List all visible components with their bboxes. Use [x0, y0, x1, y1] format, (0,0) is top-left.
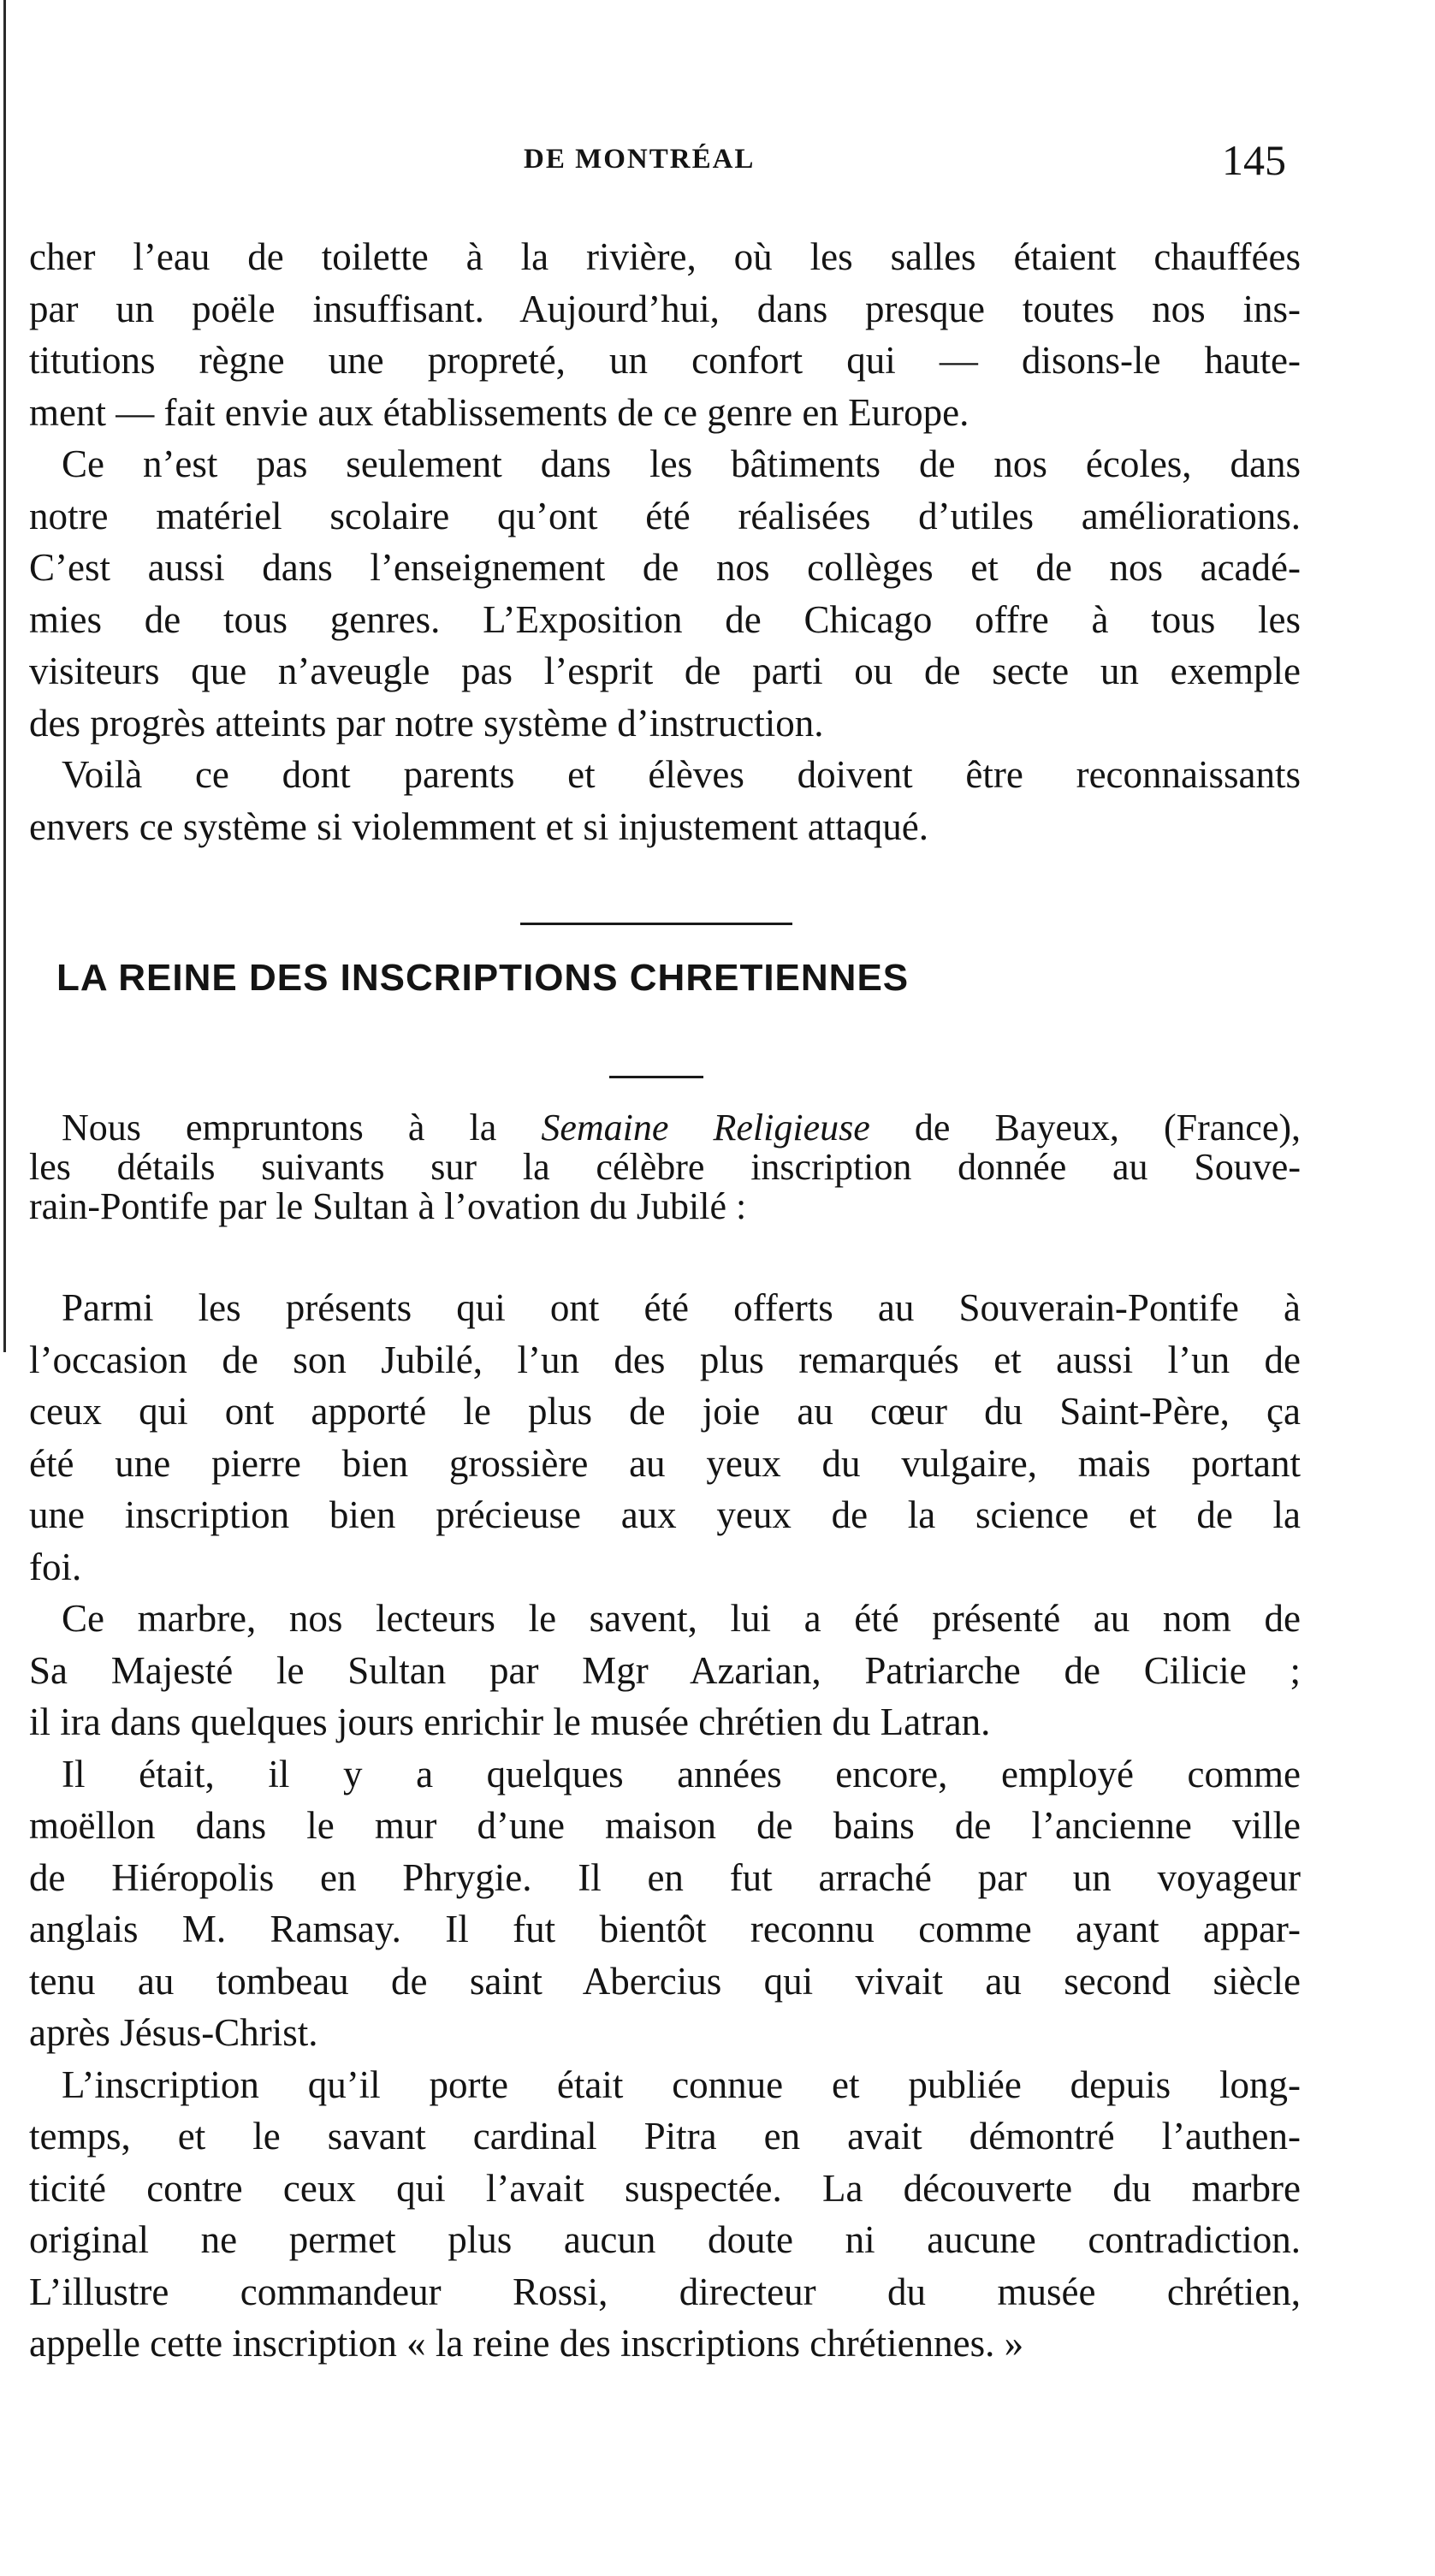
text-line: titutions règne une propreté, un confort qui — disons-le haute- [29, 339, 1301, 382]
text-line: L’illustre commandeur Rossi, directeur du musée chrétien, [29, 2270, 1301, 2313]
text-line: après Jésus-Christ. [29, 2011, 318, 2054]
intro-italic-title: Semaine Religieuse [541, 1107, 870, 1149]
text-line: envers ce système si violemment et si injustement attaqué. [29, 804, 928, 848]
text-line: temps, et le savant cardinal Pitra en avait démontré l’authen- [29, 2115, 1301, 2158]
text-line: de Hiéropolis en Phrygie. Il en fut arraché par un voyageur [29, 1855, 1301, 1899]
intro-text-before: Nous empruntons à la [62, 1107, 497, 1149]
article-title: LA REINE DES INSCRIPTIONS CHRETIENNES [56, 957, 910, 999]
text-line: visiteurs que n’aveugle pas l’esprit de parti ou de secte un exemple [29, 650, 1301, 692]
text-line: mies de tous genres. L’Exposition de Chicago offre à tous les [29, 597, 1301, 641]
article-body [29, 1282, 1301, 2370]
text-line: été une pierre bien grossière au yeux du vulgaire, mais portant [29, 1441, 1301, 1485]
text-line: foi. [29, 1545, 82, 1588]
text-line: appelle cette inscription « la reine des inscriptions chrétiennes. » [29, 2322, 1024, 2365]
intro-text-after: de Bayeux, (France), [914, 1107, 1302, 1149]
text-line: ment — fait envie aux établissements de ce genre en Europe. [29, 390, 970, 434]
section-divider [520, 923, 792, 925]
text-line: original ne permet plus aucun doute ni aucune contradiction. [29, 2218, 1301, 2261]
text-line: Ce marbre, nos lecteurs le savent, lui a été présenté au nom de [62, 1597, 1301, 1640]
text-line: par un poële insuffisant. Aujourd’hui, dans presque toutes nos ins- [29, 287, 1301, 330]
running-header: DE MONTRÉAL [524, 144, 756, 175]
page-edge-rule [3, 0, 6, 1352]
text-line: ceux qui ont apporté le plus de joie au cœur du Saint-Père, ça [29, 1390, 1301, 1433]
continued-text [29, 231, 1301, 852]
text-line: notre matériel scolaire qu’ont été réalisées d’utiles améliorations. [29, 494, 1301, 537]
text-line: rain-Pontife par le Sultan à l’ovation du Jubilé : [29, 1185, 747, 1227]
text-line: une inscription bien précieuse aux yeux de la science et de la [29, 1493, 1301, 1536]
intro-first-line [29, 1108, 1301, 1148]
text-line: anglais M. Ramsay. Il fut bientôt reconnu comme ayant appar- [29, 1908, 1301, 1950]
text-line: Ce n’est pas seulement dans les bâtiments de nos écoles, dans [62, 442, 1301, 485]
text-line: Voilà ce dont parents et élèves doivent être reconnaissants [62, 753, 1301, 796]
text-line: cher l’eau de toilette à la rivière, où les salles étaient chauffées [29, 235, 1301, 278]
text-line: l’occasion de son Jubilé, l’un des plus remarqués et aussi l’un de [29, 1338, 1301, 1381]
text-line: Parmi les présents qui ont été offerts au Souverain-Pontife à [62, 1286, 1301, 1329]
text-line: Il était, il y a quelques années encore, employé comme [62, 1752, 1301, 1795]
title-underline [609, 1076, 703, 1078]
text-line: les détails suivants sur la célèbre inscription donnée au Souve- [29, 1146, 1301, 1188]
text-line: L’inscription qu’il porte était connue et publiée depuis long- [62, 2063, 1301, 2106]
text-line: des progrès atteints par notre système d’instruction. [29, 701, 824, 745]
text-line: ticité contre ceux qui l’avait suspectée. La découverte du marbre [29, 2166, 1301, 2210]
article-intro [29, 1108, 1301, 1226]
text-line: il ira dans quelques jours enrichir le musée chrétien du Latran. [29, 1701, 991, 1743]
text-line: Sa Majesté le Sultan par Mgr Azarian, Patriarche de Cilicie ; [29, 1648, 1301, 1692]
text-line: moëllon dans le mur d’une maison de bains de l’ancienne ville [29, 1804, 1301, 1847]
text-line: C’est aussi dans l’enseignement de nos collèges et de nos acadé- [29, 546, 1301, 589]
page-number: 145 [1222, 136, 1286, 184]
text-line: tenu au tombeau de saint Abercius qui vivait au second siècle [29, 1959, 1301, 2003]
